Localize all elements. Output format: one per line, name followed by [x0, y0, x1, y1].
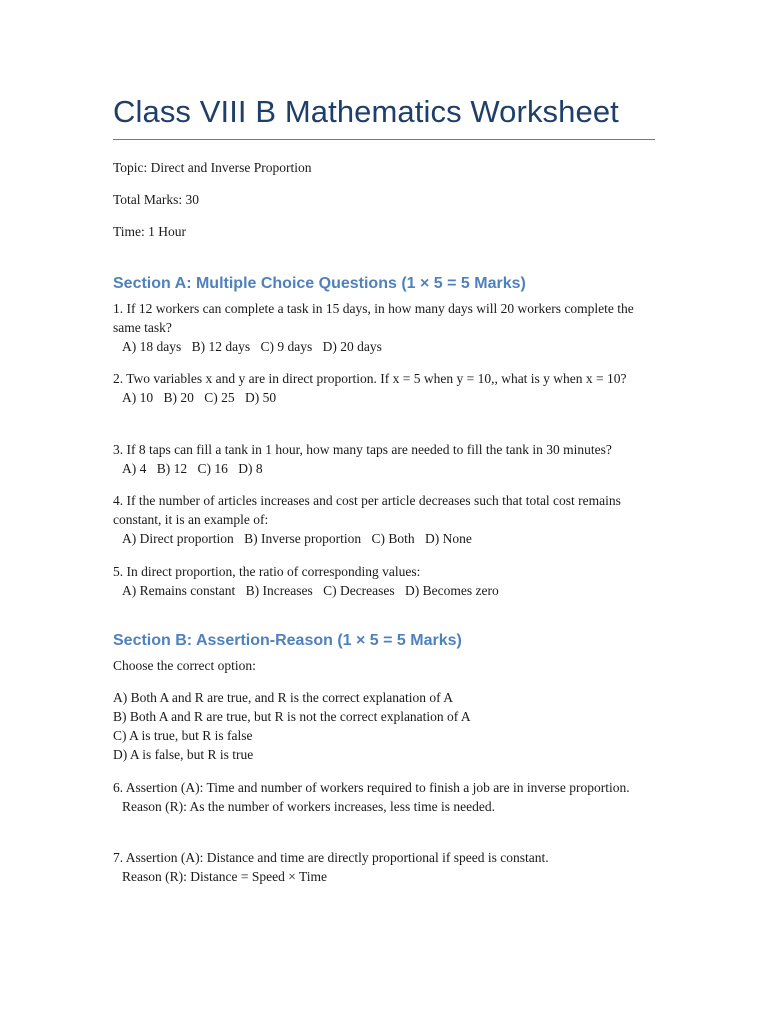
- option-b: B) 20: [163, 390, 194, 405]
- question-stem: 5. In direct proportion, the ratio of corresponding values:: [113, 564, 421, 579]
- question-options: [113, 337, 658, 356]
- question-stem: 1. If 12 workers can complete a task in 15 days, in how many days will 20 workers complete the same task?: [113, 301, 634, 335]
- option-c: C) 16: [197, 461, 228, 476]
- option-d: D) 20 days: [322, 339, 382, 354]
- option-c: C) 9 days: [260, 339, 313, 354]
- option-d: D) None: [424, 531, 472, 546]
- time-line: Time: 1 Hour: [113, 224, 187, 239]
- question-stem: 2. Two variables x and y are in direct proportion. If x = 5 when y = 10,, what is y when x = 10?: [113, 371, 627, 386]
- reason-text: Reason (R): Distance = Speed × Time: [122, 869, 327, 884]
- title-divider: [113, 139, 655, 140]
- question-stem: 3. If 8 taps can fill a tank in 1 hour, how many taps are needed to fill the tank in 30 minutes?: [113, 442, 612, 457]
- question-3: [113, 440, 658, 478]
- option-b: B) Increases: [245, 583, 313, 598]
- option-a: A) 4: [122, 461, 147, 476]
- option-a: A) Direct proportion: [122, 531, 234, 546]
- option-a: A) 18 days: [122, 339, 182, 354]
- page-title: Class VIII B Mathematics Worksheet: [113, 94, 619, 129]
- question-6: [113, 778, 658, 816]
- option-b: B) Inverse proportion: [244, 531, 362, 546]
- option-a: A) Remains constant: [122, 583, 236, 598]
- question-options: [113, 581, 658, 600]
- option-b: B) 12: [156, 461, 188, 476]
- answer-choice-c: C) A is true, but R is false: [113, 728, 253, 743]
- option-d: D) Becomes zero: [405, 583, 499, 598]
- option-d: D) 8: [238, 461, 263, 476]
- topic-line: Topic: Direct and Inverse Proportion: [113, 160, 312, 175]
- option-a: A) 10: [122, 390, 154, 405]
- answer-choice-d: D) A is false, but R is true: [113, 747, 254, 762]
- question-7: [113, 848, 658, 886]
- question-stem: 4. If the number of articles increases and cost per article decreases such that total cost remains constant, it is an example of:: [113, 493, 621, 527]
- total-marks-line: Total Marks: 30: [113, 192, 200, 207]
- section-a-heading: Section A: Multiple Choice Questions (1 × 5 = 5 Marks): [113, 275, 526, 292]
- assertion-text: 7. Assertion (A): Distance and time are directly proportional if speed is constant.: [113, 850, 549, 865]
- question-1: [113, 299, 658, 356]
- question-options: [113, 459, 658, 478]
- section-b-instruction: Choose the correct option:: [113, 658, 256, 673]
- reason-text: Reason (R): As the number of workers increases, less time is needed.: [122, 799, 496, 814]
- option-d: D) 50: [245, 390, 277, 405]
- answer-choice-b: B) Both A and R are true, but R is not the correct explanation of A: [113, 709, 471, 724]
- question-5: [113, 562, 658, 600]
- question-2: [113, 369, 658, 407]
- option-c: C) Decreases: [323, 583, 395, 598]
- section-b-heading: Section B: Assertion-Reason (1 × 5 = 5 Marks): [113, 632, 462, 649]
- question-options: [113, 529, 658, 548]
- option-c: C) Both: [371, 531, 415, 546]
- option-b: B) 12 days: [191, 339, 251, 354]
- option-c: C) 25: [204, 390, 235, 405]
- assertion-text: 6. Assertion (A): Time and number of workers required to finish a job are in inverse proportion.: [113, 780, 630, 795]
- answer-choice-a: A) Both A and R are true, and R is the correct explanation of A: [113, 690, 454, 705]
- question-4: [113, 491, 658, 548]
- question-options: [113, 388, 658, 407]
